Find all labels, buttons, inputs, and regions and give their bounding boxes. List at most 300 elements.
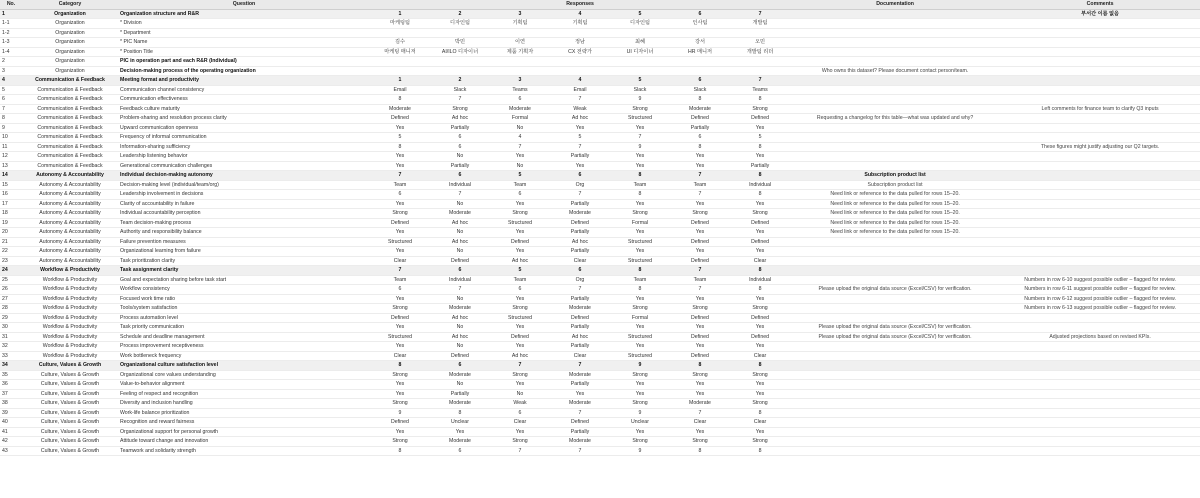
cell-response-6[interactable]: Yes	[670, 427, 730, 437]
cell-response-3[interactable]: 5	[490, 171, 550, 181]
cell-response-3[interactable]: 기획팀	[490, 19, 550, 29]
cell-question[interactable]: Value-to-behavior alignment	[118, 380, 370, 390]
cell-category[interactable]: Communication & Feedback	[22, 161, 118, 171]
cell-comment[interactable]	[1000, 95, 1200, 105]
cell-response-5[interactable]: UI 디자이너	[610, 47, 670, 57]
cell-documentation[interactable]	[790, 361, 1000, 371]
cell-response-7[interactable]	[730, 28, 790, 38]
cell-response-2[interactable]: Moderate	[430, 304, 490, 314]
cell-response-1[interactable]	[370, 66, 430, 76]
cell-response-6[interactable]: Team	[670, 275, 730, 285]
cell-response-7[interactable]: Strong	[730, 399, 790, 409]
cell-response-3[interactable]: Yes	[490, 380, 550, 390]
cell-comment[interactable]	[1000, 389, 1200, 399]
cell-question[interactable]: * Position Title	[118, 47, 370, 57]
cell-response-3[interactable]: Yes	[490, 342, 550, 352]
cell-response-4[interactable]: Partially	[550, 152, 610, 162]
cell-category[interactable]: Organization	[22, 47, 118, 57]
cell-category[interactable]: Communication & Feedback	[22, 133, 118, 143]
cell-no[interactable]: 22	[0, 247, 22, 257]
header-no[interactable]: No.	[0, 0, 22, 9]
cell-response-4[interactable]: Org	[550, 275, 610, 285]
cell-documentation[interactable]	[790, 57, 1000, 67]
cell-category[interactable]: Communication & Feedback	[22, 104, 118, 114]
cell-response-6[interactable]: Team	[670, 180, 730, 190]
cell-documentation[interactable]	[790, 123, 1000, 133]
cell-response-3[interactable]: Yes	[490, 427, 550, 437]
cell-response-1[interactable]: Strong	[370, 304, 430, 314]
cell-documentation[interactable]	[790, 266, 1000, 276]
cell-response-2[interactable]: 8	[430, 408, 490, 418]
cell-response-1[interactable]: 6	[370, 190, 430, 200]
cell-response-1[interactable]: 8	[370, 446, 430, 456]
cell-documentation[interactable]	[790, 161, 1000, 171]
cell-documentation[interactable]	[790, 351, 1000, 361]
cell-response-7[interactable]: 8	[730, 361, 790, 371]
cell-category[interactable]: Culture, Values & Growth	[22, 389, 118, 399]
cell-response-7[interactable]: 8	[730, 171, 790, 181]
cell-no[interactable]: 3	[0, 66, 22, 76]
cell-question[interactable]: Failure prevention measures	[118, 237, 370, 247]
cell-comment[interactable]	[1000, 218, 1200, 228]
cell-comment[interactable]	[1000, 85, 1200, 95]
cell-response-4[interactable]	[550, 66, 610, 76]
cell-documentation[interactable]	[790, 418, 1000, 428]
cell-response-5[interactable]: 9	[610, 95, 670, 105]
cell-response-4[interactable]: Ad hoc	[550, 114, 610, 124]
cell-comment[interactable]	[1000, 247, 1200, 257]
cell-response-2[interactable]: Ad hoc	[430, 313, 490, 323]
cell-documentation[interactable]	[790, 133, 1000, 143]
cell-response-5[interactable]: 8	[610, 266, 670, 276]
cell-response-5[interactable]: Yes	[610, 152, 670, 162]
cell-response-5[interactable]: Strong	[610, 370, 670, 380]
cell-response-5[interactable]: Team	[610, 275, 670, 285]
cell-response-5[interactable]: Structured	[610, 114, 670, 124]
cell-response-3[interactable]: Ad hoc	[490, 351, 550, 361]
cell-question[interactable]: PIC in operation part and each R&R (Individual)	[118, 57, 370, 67]
cell-documentation[interactable]	[790, 294, 1000, 304]
cell-question[interactable]: Communication channel consistency	[118, 85, 370, 95]
cell-response-7[interactable]: Yes	[730, 199, 790, 209]
cell-documentation[interactable]: Who owns this dataset? Please document contact person/team.	[790, 66, 1000, 76]
cell-category[interactable]: Workflow & Productivity	[22, 332, 118, 342]
cell-response-1[interactable]: Yes	[370, 228, 430, 238]
cell-comment[interactable]	[1000, 133, 1200, 143]
cell-response-3[interactable]: Ad hoc	[490, 256, 550, 266]
cell-response-1[interactable]: Defined	[370, 418, 430, 428]
cell-response-7[interactable]: Yes	[730, 294, 790, 304]
cell-question[interactable]: Feeling of respect and recognition	[118, 389, 370, 399]
cell-response-5[interactable]: Unclear	[610, 418, 670, 428]
cell-documentation[interactable]	[790, 256, 1000, 266]
cell-no[interactable]: 1-2	[0, 28, 22, 38]
cell-response-1[interactable]: Yes	[370, 161, 430, 171]
cell-response-2[interactable]	[430, 57, 490, 67]
cell-response-6[interactable]: 7	[670, 190, 730, 200]
cell-response-7[interactable]: Strong	[730, 304, 790, 314]
cell-response-6[interactable]: Moderate	[670, 399, 730, 409]
cell-response-1[interactable]: Structured	[370, 332, 430, 342]
cell-response-1[interactable]: 마케팅 매니저	[370, 47, 430, 57]
cell-comment[interactable]	[1000, 323, 1200, 333]
cell-response-3[interactable]: 6	[490, 95, 550, 105]
cell-comment[interactable]	[1000, 351, 1200, 361]
cell-response-1[interactable]: Yes	[370, 123, 430, 133]
cell-no[interactable]: 8	[0, 114, 22, 124]
cell-response-2[interactable]: Moderate	[430, 399, 490, 409]
cell-response-6[interactable]: 8	[670, 142, 730, 152]
cell-response-5[interactable]: Structured	[610, 351, 670, 361]
cell-response-7[interactable]: Strong	[730, 370, 790, 380]
cell-category[interactable]: Workflow & Productivity	[22, 351, 118, 361]
cell-response-3[interactable]: Strong	[490, 437, 550, 447]
cell-response-6[interactable]: 인사팀	[670, 19, 730, 29]
cell-response-1[interactable]: Team	[370, 275, 430, 285]
cell-response-5[interactable]: 디자인팀	[610, 19, 670, 29]
cell-response-7[interactable]: Yes	[730, 247, 790, 257]
cell-response-4[interactable]: Ad hoc	[550, 237, 610, 247]
cell-response-1[interactable]: 8	[370, 142, 430, 152]
cell-response-4[interactable]: CX 전략가	[550, 47, 610, 57]
cell-response-6[interactable]: Defined	[670, 332, 730, 342]
cell-response-4[interactable]: Yes	[550, 161, 610, 171]
cell-response-4[interactable]: Partially	[550, 294, 610, 304]
cell-category[interactable]: Workflow & Productivity	[22, 294, 118, 304]
cell-response-4[interactable]: 7	[550, 408, 610, 418]
cell-category[interactable]: Organization	[22, 28, 118, 38]
cell-response-2[interactable]: No	[430, 323, 490, 333]
cell-response-6[interactable]: Clear	[670, 418, 730, 428]
cell-response-3[interactable]: 4	[490, 133, 550, 143]
cell-response-5[interactable]: 9	[610, 142, 670, 152]
cell-response-1[interactable]	[370, 57, 430, 67]
cell-response-1[interactable]: Yes	[370, 247, 430, 257]
cell-response-5[interactable]	[610, 57, 670, 67]
cell-documentation[interactable]: Need link or reference to the data pulled for rows 15–20.	[790, 190, 1000, 200]
cell-question[interactable]: Process improvement receptiveness	[118, 342, 370, 352]
cell-response-2[interactable]: 6	[430, 266, 490, 276]
cell-question[interactable]: Decision-making process of the operating organization	[118, 66, 370, 76]
cell-response-2[interactable]: Defined	[430, 351, 490, 361]
cell-documentation[interactable]	[790, 247, 1000, 257]
cell-response-1[interactable]: Moderate	[370, 104, 430, 114]
cell-response-6[interactable]: HR 매니저	[670, 47, 730, 57]
cell-no[interactable]: 1	[0, 9, 22, 19]
cell-question[interactable]: Tools/system satisfaction	[118, 304, 370, 314]
cell-response-3[interactable]: Team	[490, 180, 550, 190]
cell-response-1[interactable]: 5	[370, 133, 430, 143]
cell-response-5[interactable]: Yes	[610, 247, 670, 257]
cell-response-1[interactable]: 7	[370, 171, 430, 181]
cell-documentation[interactable]: Please upload the original data source (Excel/CSV) for verification.	[790, 332, 1000, 342]
cell-response-5[interactable]: Yes	[610, 380, 670, 390]
cell-response-4[interactable]: Partially	[550, 247, 610, 257]
cell-documentation[interactable]	[790, 85, 1000, 95]
cell-response-5[interactable]: Yes	[610, 199, 670, 209]
cell-response-3[interactable]: Structured	[490, 313, 550, 323]
cell-response-2[interactable]: 2	[430, 9, 490, 19]
cell-question[interactable]: Generational communication challenges	[118, 161, 370, 171]
cell-comment[interactable]	[1000, 418, 1200, 428]
cell-no[interactable]: 24	[0, 266, 22, 276]
cell-response-4[interactable]: Clear	[550, 351, 610, 361]
cell-response-4[interactable]: Moderate	[550, 437, 610, 447]
cell-response-6[interactable]: Defined	[670, 114, 730, 124]
cell-response-3[interactable]: No	[490, 161, 550, 171]
cell-no[interactable]: 28	[0, 304, 22, 314]
cell-no[interactable]: 2	[0, 57, 22, 67]
cell-response-1[interactable]: Strong	[370, 209, 430, 219]
cell-response-5[interactable]	[610, 28, 670, 38]
cell-documentation[interactable]	[790, 95, 1000, 105]
cell-documentation[interactable]	[790, 152, 1000, 162]
cell-question[interactable]: Individual decision-making autonomy	[118, 171, 370, 181]
cell-response-6[interactable]: Yes	[670, 161, 730, 171]
cell-response-2[interactable]: 6	[430, 133, 490, 143]
cell-response-7[interactable]: Defined	[730, 218, 790, 228]
cell-response-1[interactable]: 7	[370, 266, 430, 276]
cell-response-7[interactable]: 오민	[730, 38, 790, 48]
cell-category[interactable]: Culture, Values & Growth	[22, 361, 118, 371]
cell-documentation[interactable]	[790, 104, 1000, 114]
cell-category[interactable]: Organization	[22, 9, 118, 19]
cell-response-7[interactable]: Clear	[730, 351, 790, 361]
cell-response-4[interactable]: 7	[550, 446, 610, 456]
cell-no[interactable]: 1-3	[0, 38, 22, 48]
cell-category[interactable]: Culture, Values & Growth	[22, 380, 118, 390]
cell-response-6[interactable]: Yes	[670, 152, 730, 162]
cell-response-2[interactable]: No	[430, 380, 490, 390]
cell-no[interactable]: 33	[0, 351, 22, 361]
cell-response-7[interactable]: 8	[730, 142, 790, 152]
cell-response-7[interactable]: 8	[730, 95, 790, 105]
cell-comment[interactable]	[1000, 19, 1200, 29]
cell-response-4[interactable]: Defined	[550, 313, 610, 323]
cell-documentation[interactable]	[790, 9, 1000, 19]
cell-question[interactable]: Work bottleneck frequency	[118, 351, 370, 361]
cell-documentation[interactable]	[790, 19, 1000, 29]
cell-no[interactable]: 23	[0, 256, 22, 266]
cell-no[interactable]: 16	[0, 190, 22, 200]
cell-question[interactable]: Authority and responsibility balance	[118, 228, 370, 238]
cell-response-5[interactable]: Yes	[610, 228, 670, 238]
cell-response-3[interactable]	[490, 28, 550, 38]
cell-no[interactable]: 11	[0, 142, 22, 152]
cell-response-3[interactable]: 7	[490, 142, 550, 152]
cell-response-6[interactable]: Slack	[670, 85, 730, 95]
cell-comment[interactable]	[1000, 399, 1200, 409]
cell-question[interactable]: * PIC Name	[118, 38, 370, 48]
cell-category[interactable]: Autonomy & Accountability	[22, 218, 118, 228]
cell-response-4[interactable]: 정남	[550, 38, 610, 48]
cell-response-4[interactable]: Email	[550, 85, 610, 95]
cell-question[interactable]: Diversity and inclusion handling	[118, 399, 370, 409]
cell-comment[interactable]: These figures might justify adjusting our Q2 targets.	[1000, 142, 1200, 152]
cell-response-1[interactable]: Yes	[370, 427, 430, 437]
cell-category[interactable]: Workflow & Productivity	[22, 323, 118, 333]
cell-response-6[interactable]: Defined	[670, 237, 730, 247]
cell-response-2[interactable]: No	[430, 152, 490, 162]
cell-response-3[interactable]: 7	[490, 361, 550, 371]
cell-documentation[interactable]: Requesting a changelog for this table—what was updated and why?	[790, 114, 1000, 124]
cell-category[interactable]: Culture, Values & Growth	[22, 399, 118, 409]
cell-response-6[interactable]: Yes	[670, 389, 730, 399]
cell-documentation[interactable]	[790, 437, 1000, 447]
cell-response-1[interactable]: 마케팅팀	[370, 19, 430, 29]
cell-response-1[interactable]: Strong	[370, 437, 430, 447]
cell-no[interactable]: 1-1	[0, 19, 22, 29]
cell-no[interactable]: 38	[0, 399, 22, 409]
cell-question[interactable]: Meeting format and productivity	[118, 76, 370, 86]
cell-documentation[interactable]	[790, 142, 1000, 152]
cell-response-2[interactable]: No	[430, 247, 490, 257]
cell-response-7[interactable]: Yes	[730, 380, 790, 390]
cell-response-4[interactable]: Ad hoc	[550, 332, 610, 342]
cell-response-7[interactable]: 8	[730, 446, 790, 456]
cell-response-6[interactable]: Defined	[670, 351, 730, 361]
cell-response-5[interactable]: Structured	[610, 332, 670, 342]
cell-response-2[interactable]: Partially	[430, 389, 490, 399]
cell-question[interactable]: Decision-making level (individual/team/org)	[118, 180, 370, 190]
cell-response-5[interactable]: Yes	[610, 427, 670, 437]
cell-category[interactable]: Culture, Values & Growth	[22, 370, 118, 380]
cell-category[interactable]: Culture, Values & Growth	[22, 446, 118, 456]
cell-question[interactable]: Task assignment clarity	[118, 266, 370, 276]
cell-question[interactable]: Communication effectiveness	[118, 95, 370, 105]
cell-response-2[interactable]: No	[430, 228, 490, 238]
cell-response-3[interactable]: Yes	[490, 294, 550, 304]
cell-response-2[interactable]	[430, 66, 490, 76]
cell-no[interactable]: 36	[0, 380, 22, 390]
cell-question[interactable]: Organizational learning from failure	[118, 247, 370, 257]
cell-response-5[interactable]: 9	[610, 408, 670, 418]
cell-question[interactable]: Organizational culture satisfaction level	[118, 361, 370, 371]
cell-response-2[interactable]: 6	[430, 171, 490, 181]
cell-response-7[interactable]: Clear	[730, 418, 790, 428]
cell-response-3[interactable]: 6	[490, 408, 550, 418]
cell-response-4[interactable]: Yes	[550, 389, 610, 399]
cell-comment[interactable]: Numbers in row 6-10 suggest possible outlier – flagged for review.	[1000, 275, 1200, 285]
cell-response-6[interactable]: 7	[670, 171, 730, 181]
cell-documentation[interactable]	[790, 342, 1000, 352]
cell-response-6[interactable]: 8	[670, 95, 730, 105]
cell-documentation[interactable]	[790, 427, 1000, 437]
cell-response-6[interactable]: 6	[670, 133, 730, 143]
cell-comment[interactable]	[1000, 38, 1200, 48]
cell-comment[interactable]	[1000, 123, 1200, 133]
cell-response-3[interactable]: 7	[490, 446, 550, 456]
cell-no[interactable]: 32	[0, 342, 22, 352]
cell-response-6[interactable]: 7	[670, 266, 730, 276]
cell-response-5[interactable]: 8	[610, 190, 670, 200]
cell-response-5[interactable]	[610, 66, 670, 76]
cell-comment[interactable]	[1000, 380, 1200, 390]
cell-category[interactable]: Autonomy & Accountability	[22, 209, 118, 219]
cell-response-2[interactable]: Ad hoc	[430, 332, 490, 342]
cell-response-2[interactable]: Yes	[430, 427, 490, 437]
cell-comment[interactable]	[1000, 57, 1200, 67]
cell-response-3[interactable]: Team	[490, 275, 550, 285]
cell-response-3[interactable]: Weak	[490, 399, 550, 409]
cell-question[interactable]: Task priority communication	[118, 323, 370, 333]
cell-documentation[interactable]: Need link or reference to the data pulled for rows 15–20.	[790, 209, 1000, 219]
cell-no[interactable]: 13	[0, 161, 22, 171]
cell-response-3[interactable]: Formal	[490, 114, 550, 124]
cell-no[interactable]: 14	[0, 171, 22, 181]
cell-documentation[interactable]: Please upload the original data source (Excel/CSV) for verification.	[790, 285, 1000, 295]
cell-category[interactable]: Workflow & Productivity	[22, 275, 118, 285]
cell-response-6[interactable]: 6	[670, 76, 730, 86]
cell-documentation[interactable]: Subscription product list	[790, 180, 1000, 190]
cell-response-7[interactable]: Yes	[730, 389, 790, 399]
cell-response-5[interactable]: Slack	[610, 85, 670, 95]
cell-comment[interactable]	[1000, 437, 1200, 447]
cell-response-4[interactable]: 7	[550, 190, 610, 200]
cell-documentation[interactable]	[790, 370, 1000, 380]
cell-response-6[interactable]: Yes	[670, 199, 730, 209]
cell-category[interactable]: Communication & Feedback	[22, 114, 118, 124]
cell-question[interactable]: Clarity of accountability in failure	[118, 199, 370, 209]
cell-response-5[interactable]: Yes	[610, 161, 670, 171]
cell-response-2[interactable]: 7	[430, 95, 490, 105]
cell-response-4[interactable]: Moderate	[550, 370, 610, 380]
cell-response-4[interactable]: Partially	[550, 199, 610, 209]
cell-category[interactable]: Autonomy & Accountability	[22, 199, 118, 209]
cell-response-3[interactable]: Structured	[490, 218, 550, 228]
header-responses[interactable]: Responses	[370, 0, 790, 9]
cell-response-4[interactable]: 7	[550, 142, 610, 152]
cell-response-2[interactable]: 7	[430, 285, 490, 295]
cell-documentation[interactable]	[790, 389, 1000, 399]
cell-response-2[interactable]: Defined	[430, 256, 490, 266]
cell-no[interactable]: 10	[0, 133, 22, 143]
cell-response-4[interactable]: Partially	[550, 342, 610, 352]
cell-response-5[interactable]: Formal	[610, 313, 670, 323]
cell-response-7[interactable]: 개발팀	[730, 19, 790, 29]
cell-documentation[interactable]: Please upload the original data source (Excel/CSV) for verification.	[790, 323, 1000, 333]
cell-response-6[interactable]: Partially	[670, 123, 730, 133]
cell-question[interactable]: Organizational core values understanding	[118, 370, 370, 380]
cell-response-2[interactable]: Moderate	[430, 370, 490, 380]
cell-response-3[interactable]: 6	[490, 190, 550, 200]
cell-no[interactable]: 39	[0, 408, 22, 418]
cell-response-4[interactable]: Weak	[550, 104, 610, 114]
cell-response-4[interactable]: Partially	[550, 380, 610, 390]
cell-response-1[interactable]: Clear	[370, 256, 430, 266]
cell-question[interactable]: * Department	[118, 28, 370, 38]
cell-comment[interactable]	[1000, 427, 1200, 437]
cell-comment[interactable]	[1000, 408, 1200, 418]
cell-response-7[interactable]: 8	[730, 285, 790, 295]
cell-category[interactable]: Workflow & Productivity	[22, 342, 118, 352]
cell-response-1[interactable]: Team	[370, 180, 430, 190]
cell-response-4[interactable]: 7	[550, 95, 610, 105]
cell-no[interactable]: 4	[0, 76, 22, 86]
cell-documentation[interactable]	[790, 408, 1000, 418]
cell-response-4[interactable]: 7	[550, 361, 610, 371]
cell-response-3[interactable]: Yes	[490, 247, 550, 257]
cell-response-3[interactable]: Defined	[490, 237, 550, 247]
cell-no[interactable]: 30	[0, 323, 22, 333]
cell-comment[interactable]	[1000, 446, 1200, 456]
cell-comment[interactable]: Adjusted projections based on revised KPIs.	[1000, 332, 1200, 342]
cell-response-7[interactable]: Strong	[730, 104, 790, 114]
cell-response-6[interactable]	[670, 66, 730, 76]
cell-response-5[interactable]: Team	[610, 180, 670, 190]
cell-response-3[interactable]: Yes	[490, 199, 550, 209]
cell-question[interactable]: Goal and expectation sharing before task start	[118, 275, 370, 285]
